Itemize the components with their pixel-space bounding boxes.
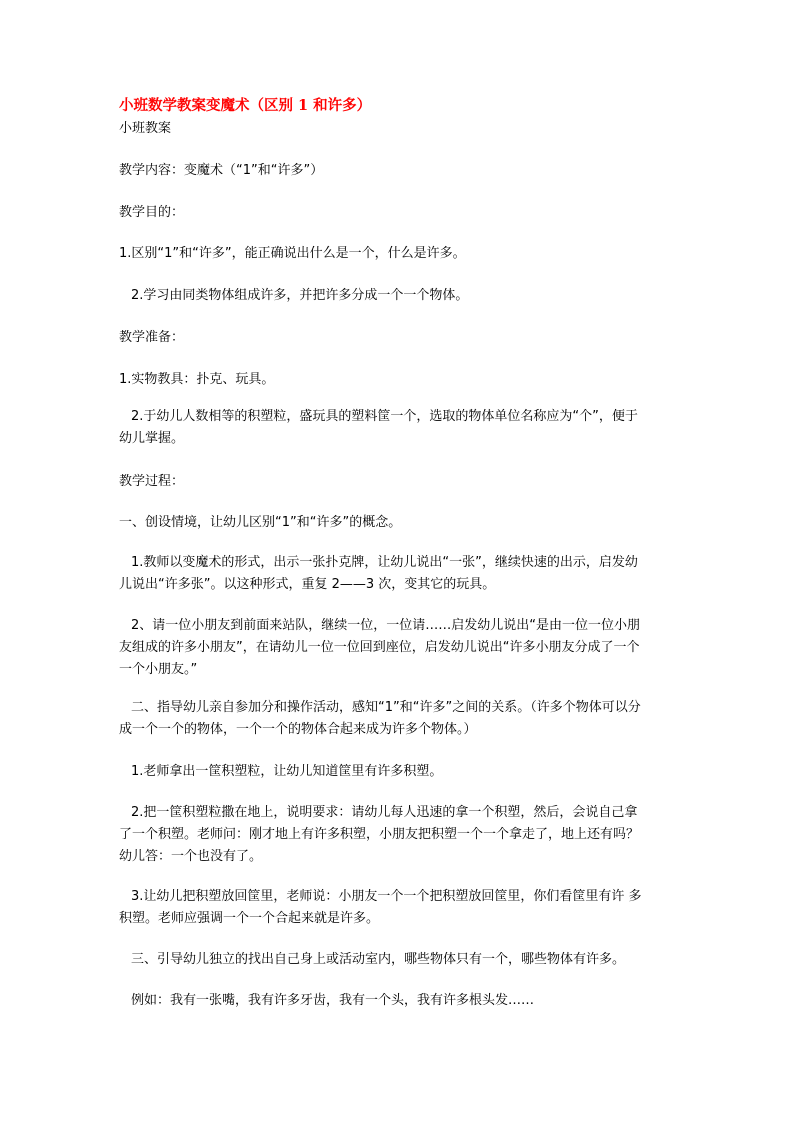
prep-item-2-line-1: 2.于幼儿人数相等的积塑粒，盛玩具的塑料筐一个，选取的物体单位名称应为“个”，便于 <box>131 409 638 424</box>
example-paragraph <box>119 990 677 1012</box>
prep-heading <box>119 327 677 349</box>
section-2-item-3-line-2: 积塑。老师应强调一个一个合起来就是许多。 <box>119 911 380 926</box>
goals-heading-text: 教学目的： <box>119 205 185 220</box>
section-2-item-3-line-1: 3.让幼儿把积塑放回筐里，老师说：小朋友一个一个把积塑放回筐里，你们看筐里有许 多 <box>131 889 642 904</box>
section-2-item-1-text: 1.老师拿出一筐积塑粒，让幼儿知道筐里有许多积塑。 <box>131 764 443 779</box>
prep-item-2 <box>119 406 677 450</box>
section-2-heading <box>119 697 677 741</box>
section-1-item-1-line-1: 1.教师以变魔术的形式，出示一张扑克牌，让幼儿说出“一张”，继续快速的出示，启发幼 <box>131 555 638 570</box>
goal-item-1 <box>119 243 677 265</box>
goal-item-2 <box>119 285 677 307</box>
section-2-line-2: 成一个一个的物体，一个一个的物体合起来成为许多个物体。） <box>119 722 477 737</box>
category-label <box>119 118 677 140</box>
section-1-item-2 <box>119 615 677 681</box>
example-text: 例如：我有一张嘴，我有许多牙齿，我有一个头，我有许多根头发…… <box>131 993 535 1008</box>
section-1-item-1-line-2: 儿说出“许多张”。以这种形式，重复 2——3 次，变其它的玩具。 <box>119 577 496 592</box>
prep-item-1 <box>119 369 677 391</box>
prep-item-2-line-2: 幼儿掌握。 <box>119 431 185 446</box>
prep-item-1-text: 1.实物教具：扑克、玩具。 <box>119 372 275 387</box>
section-2-item-3 <box>119 886 677 930</box>
section-3-heading <box>119 949 677 971</box>
goal-item-1-text: 1.区别“1”和“许多”，能正确说出什么是一个，什么是许多。 <box>119 246 466 261</box>
section-2-item-1 <box>119 761 677 783</box>
section-2-item-2-line-1: 2.把一筐积塑粒撒在地上，说明要求：请幼儿每人迅速的拿一个积塑，然后，会说自己拿 <box>131 805 638 820</box>
section-1-item-2-line-2: 友组成的许多小朋友”，在请幼儿一位一位回到座位，启发幼儿说出“许多小朋友分成了一个 <box>119 640 640 655</box>
section-2-item-2-line-2: 了一个积塑。老师问：刚才地上有许多积塑，小朋友把积塑一个一个拿走了，地上还有吗？ <box>119 827 640 842</box>
content-text: 教学内容：变魔术（“1”和“许多”） <box>119 163 324 178</box>
section-1-item-1 <box>119 552 677 596</box>
section-1-text: 一、创设情境，让幼儿区别“1”和“许多”的概念。 <box>119 515 402 530</box>
process-heading-text: 教学过程： <box>119 474 185 489</box>
section-2-item-2-line-3: 幼儿答：一个也没有了。 <box>119 849 263 864</box>
goals-heading <box>119 202 677 224</box>
category-text: 小班教案 <box>119 121 172 136</box>
section-1-item-2-line-3: 一个小朋友。” <box>119 662 198 677</box>
section-3-text: 三、引导幼儿独立的找出自己身上或活动室内，哪些物体只有一个，哪些物体有许多。 <box>131 952 626 967</box>
section-2-item-2 <box>119 802 677 868</box>
content-paragraph <box>119 160 677 182</box>
prep-heading-text: 教学准备： <box>119 330 185 345</box>
goal-item-2-text: 2.学习由同类物体组成许多，并把许多分成一个一个物体。 <box>131 288 469 303</box>
section-2-line-1: 二、指导幼儿亲自参加分和操作活动，感知“1”和“许多”之间的关系。（许多个物体可以分 <box>131 700 641 715</box>
section-1-item-2-line-1: 2、请一位小朋友到前面来站队，继续一位，一位请……启发幼儿说出“是由一位一位小朋 <box>131 618 641 633</box>
process-heading <box>119 471 677 493</box>
section-1-heading <box>119 512 677 534</box>
document-title: 小班数学教案变魔术（区别 1 和许多） <box>119 97 372 114</box>
